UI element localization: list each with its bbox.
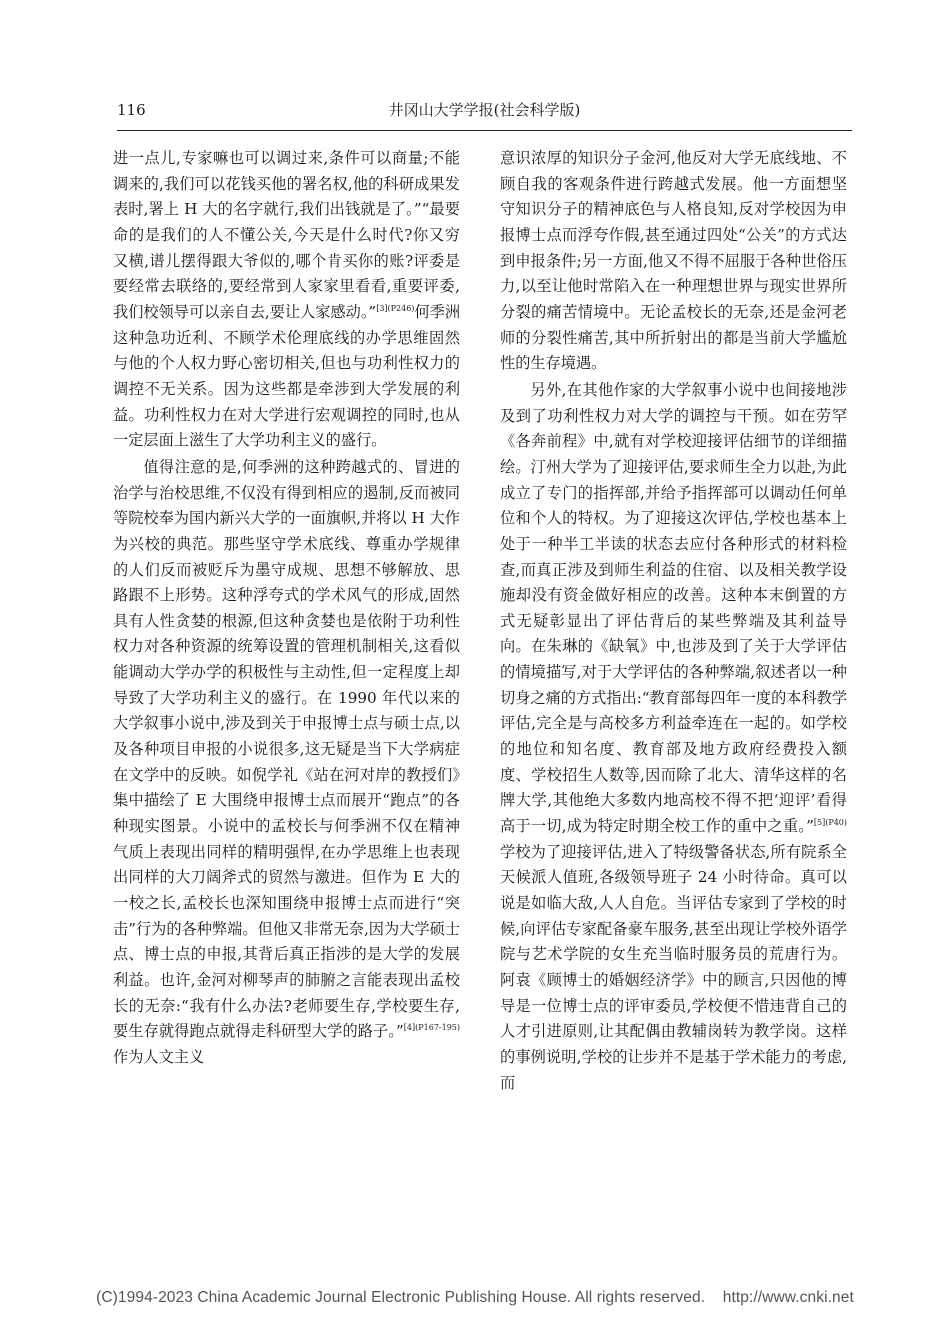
paragraph bbox=[113, 455, 460, 1071]
paragraph bbox=[500, 146, 847, 377]
paragraph bbox=[113, 146, 460, 454]
citation-marker: [5](P40) bbox=[813, 818, 847, 828]
copyright-footer: (C)1994-2023 China Academic Journal Electronic Publishing House. All rights reserved. http://www.cnki.net bbox=[96, 1289, 854, 1306]
paragraph-text: 意识浓厚的知识分子金河,他反对大学无底线地、不顾自我的客观条件进行跨越式发展。他一方面想坚守知识分子的精神底色与人格良知,反对学校因为申报博士点而浮夸作假,甚至通过四处“公关”的方式达到申报条件;另一方面,他又不得不屈服于各种世俗压力,以至让他时常陷入在一种理想世界与现实世界所分裂的痛苦情境中。无论孟校长的无奈,还是金河老师的分裂性痛苦,其中所折射出的都是当前大学尴尬性的生存境遇。 bbox=[500, 149, 847, 373]
paragraph-text: 进一点儿,专家嘛也可以调过来,条件可以商量;不能调来的,我们可以花钱买他的署名权,他的科研成果发表时,署上 H 大的名字就行,我们出钱就是了。”“最要命的是我们的人不懂公关,今天是什么时代?你又穷又横,谱儿摆得跟大爷似的,哪个肯买你的账?评委是要经常去联络的,要经常到人家家里看看,重要评委,我们校领导可以亲自去,要让人家感动。” bbox=[113, 149, 460, 321]
paragraph bbox=[500, 378, 847, 1096]
left-column bbox=[113, 146, 460, 1071]
journal-title: 井冈山大学学报(社会科学版) bbox=[388, 101, 581, 119]
citation-marker: [4](P167-195) bbox=[403, 1023, 460, 1033]
paragraph-text: 值得注意的是,何季洲的这种跨越式的、冒进的治学与治校思维,不仅没有得到相应的遏制,反而被同等院校奉为国内新兴大学的一面旗帜,并将以 H 大作为兴校的典范。那些坚守学术底线、尊重办学规律的人们反而被贬斥为墨守成规、思想不够解放、思路跟不上形势。这种浮夸式的学术风气的形成,固然具有人性贪婪的根源,但这种贪婪也是依附于功利性权力对各种资源的统筹设置的管理机制相关,这看似能调动大学办学的积极性与主动性,但一定程度上却导致了大学功利主义的盛行。在 1990 年代以来的大学叙事小说中,涉及到关于申报博士点与硕士点,以及各种项目申报的小说很多,这无疑是当下大学病症在文学中的反映。如倪学礼《站在河对岸的教授们》集中描绘了 E 大围绕申报博士点而展开“跑点”的各种现实图景。小说中的孟校长与何季洲不仅在精神气质上表现出同样的精明强悍,在办学思维上也表现出同样的大刀阔斧式的贸然与激进。但作为 E 大的一校之长,孟校长也深知围绕申报博士点而进行“突击”行为的各种弊端。但他又非常无奈,因为大学硕士点、博士点的申报,其背后真正指涉的是大学的发展利益。也许,金河对柳琴声的肺腑之言能表现出孟校长的无奈:“我有什么办法?老师要生存,学校要生存,要生存就得跑点就得走科研型大学的路子。” bbox=[113, 457, 460, 1041]
page-header bbox=[117, 100, 852, 131]
right-column bbox=[500, 146, 847, 1096]
paragraph-text: 何季洲这种急功近利、不顾学术伦理底线的办学思维固然与他的个人权力野心密切相关,但也与功利性权力的调控不无关系。因为这些都是牵涉到大学发展的利益。功利性权力在对大学进行宏观调控的同时,也从一定层面上滋生了大学功利主义的盛行。 bbox=[113, 302, 461, 450]
paragraph-text: 学校为了迎接评估,进入了特级警备状态,所有院系全天候派人值班,各级领导班子 24 小时待命。真可以说是如临大敌,人人自危。当评估专家到了学校的时候,向评估专家配备豪车服务,甚至出现让学校外语学院与艺术学院的女生充当临时服务员的荒唐行为。阿袁《顾博士的婚姻经济学》中的顾言,只因他的博导是一位博士点的评审委员,学校便不惜违背自己的人才引进原则,让其配偶由教辅岗转为教学岗。这样的事例说明,学校的让步并不是基于学术能力的考虑,而 bbox=[500, 842, 847, 1092]
page-number: 116 bbox=[117, 101, 146, 119]
paragraph-text: 另外,在其他作家的大学叙事小说中也间接地涉及到了功利性权力对大学的调控与干预。如在劳罕《各奔前程》中,就有对学校迎接评估细节的详细描绘。汀州大学为了迎接评估,要求师生全力以赴,为此成立了专门的指挥部,并给予指挥部可以调动任何单位和个人的特权。为了迎接这次评估,学校也基本上处于一种半工半读的状态去应付各种形式的材料检查,而真正涉及到师生利益的住宿、以及相关教学设施却没有资金做好相应的改善。这种本末倒置的方式无疑彰显出了评估背后的某些弊端及其利益导向。在朱琳的《缺氧》中,也涉及到了关于大学评估的情境描写,对于大学评估的各种弊端,叙述者以一种切身之痛的方式指出:“教育部每四年一度的本科教学评估,完全是与高校多方利益牵连在一起的。如学校的地位和知名度、教育部及地方政府经费投入额度、学校招生人数等,因而除了北大、清华这样的名牌大学,其他绝大多数内地高校不得不把‘迎评’看得高于一切,成为特定时期全校工作的重中之重。” bbox=[500, 380, 848, 836]
citation-marker: [3](P246) bbox=[376, 303, 415, 313]
paragraph-text: 作为人文主义 bbox=[113, 1047, 205, 1066]
